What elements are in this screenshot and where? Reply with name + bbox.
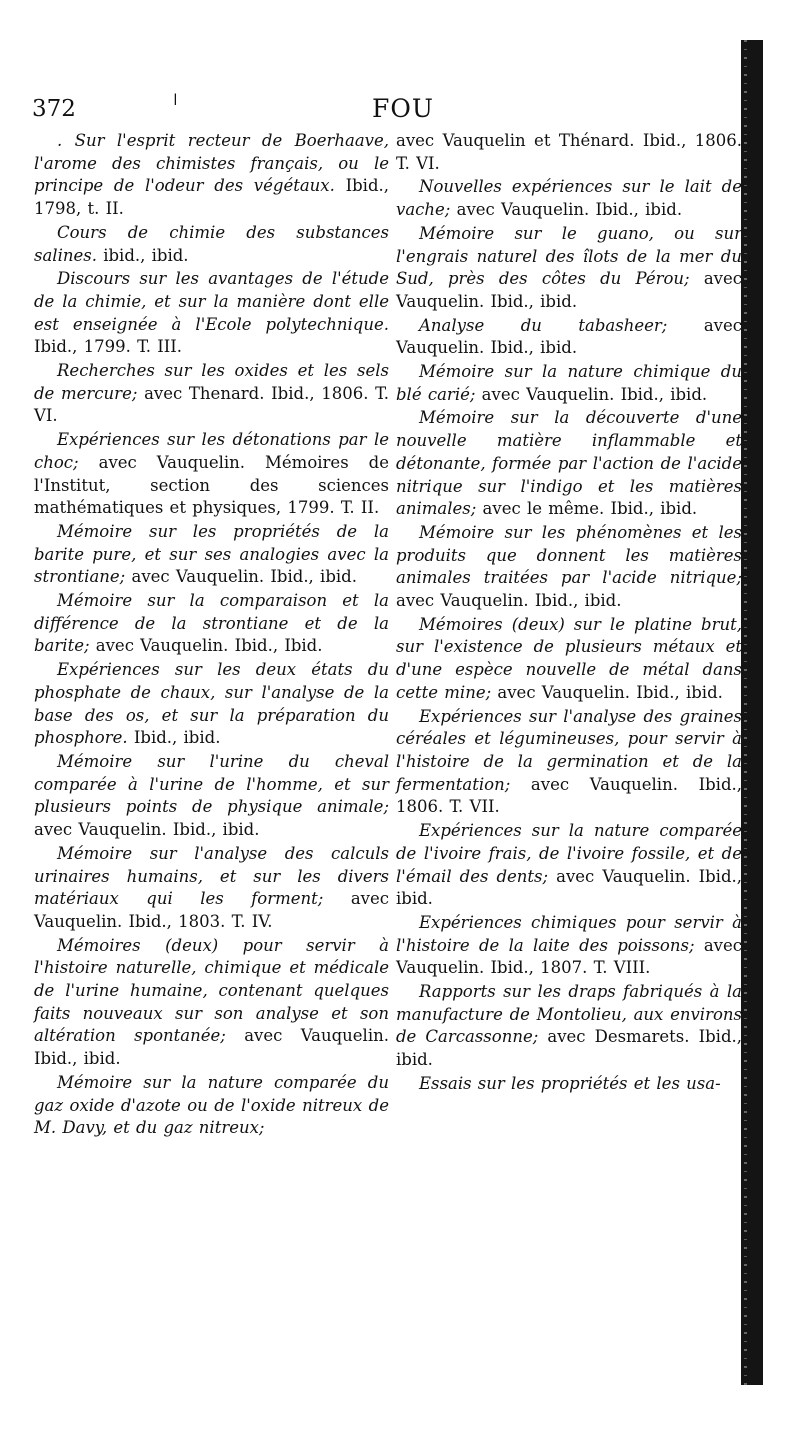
bibliography-entry (396, 176, 742, 221)
right-column (396, 130, 742, 1096)
entry-reference: avec Vauquelin. Ibid., 1807. T. VIII. (396, 935, 742, 978)
bibliography-entry (34, 429, 389, 520)
page-header (0, 90, 740, 130)
entry-reference: avec Vauquelin. Ibid., ibid. (34, 820, 260, 840)
entry-reference: avec Vauquelin. Ibid., ibid. (34, 1026, 389, 1069)
entry-title: Mémoire sur l'analyse des calculs urinaires humains, et sur les divers matériaux qui les forment; (34, 843, 389, 909)
page-edge-binding (741, 40, 763, 1385)
bibliography-entry (34, 521, 389, 589)
bibliography-entry (396, 912, 742, 980)
entry-title: Mémoire sur la nature chimique du blé carié; (396, 362, 742, 404)
entry-reference: avec Vauquelin et Thénard. Ibid., 1806. T. VI. (396, 131, 742, 173)
entry-reference: avec Vauquelin. Ibid., Ibid. (89, 636, 323, 656)
margin-mark: ǀ (173, 90, 178, 109)
bibliography-entry (396, 315, 742, 360)
entry-title: Mémoire sur la découverte d'une nouvelle matière inflammable et détonante, formée par l'action de l'acide nitrique sur l'indigo et les matières animales; (396, 408, 742, 519)
entry-title: Mémoire sur les propriétés de la barite pure, et sur ses analogies avec la strontiane; (34, 521, 389, 587)
entry-title: Expériences sur la nature comparée de l'ivoire frais, de l'ivoire fossile, et de l'émail des dents; (396, 821, 742, 886)
bibliography-entry (396, 522, 742, 613)
entry-reference: avec Vauquelin. Ibid., ibid. (396, 315, 742, 358)
entry-reference: avec Vauquelin. Ibid., ibid. (396, 591, 622, 611)
entry-reference: ibid., ibid. (96, 245, 189, 265)
entry-reference: avec Vauquelin. Ibid., ibid. (396, 866, 742, 909)
entry-title: Discours sur les avantages de l'étude de la chimie, et sur la manière dont elle est enseignée à l'Ecole polytechnique. (34, 269, 389, 334)
bibliography-entry (34, 590, 389, 658)
entry-title: Mémoires (deux) sur le platine brut, sur l'existence de plusieurs métaux et d'une espèce nouvelle de métal dans cette mine; (396, 614, 742, 702)
entry-reference: avec Vauquelin. Ibid., 1806. T. VII. (396, 774, 742, 817)
left-column (34, 130, 389, 1140)
entry-title: Rapports sur les draps fabriqués à la manufacture de Montolieu, aux environs de Carcassonne; (396, 982, 742, 1047)
entry-title: Recherches sur les oxides et les sels de mercure; (34, 361, 389, 403)
entry-reference: avec Vauquelin. Ibid., ibid. (475, 384, 708, 404)
bibliography-entry (396, 820, 742, 911)
entry-reference: avec Vauquelin. Ibid., ibid. (396, 269, 742, 311)
entry-title: . Sur l'esprit recteur de Boerhaave, l'arome des chimistes français, ou le principe de l'odeur des végétaux. (34, 131, 389, 196)
entry-reference: avec Desmarets. Ibid., ibid. (396, 1027, 743, 1070)
entry-title: Expériences sur les détonations par le choc; (34, 430, 389, 472)
bibliography-entry (396, 1073, 742, 1096)
entry-title: Analyse du tabasheer; (419, 315, 668, 335)
bibliography-entry (34, 751, 389, 842)
entry-title: Mémoire sur le guano, ou sur l'engrais naturel des îlots de la mer du Sud, près des côtes du Pérou; (396, 223, 742, 289)
bibliography-entry (396, 361, 742, 406)
bibliography-entry (396, 407, 742, 521)
entry-title: Mémoire sur la comparaison et la différence de la strontiane et de la barite; (34, 591, 389, 656)
entry-title: Expériences sur les deux états du phosphate de chaux, sur l'analyse de la base des os, et sur la préparation du phosphore. (34, 660, 389, 748)
bibliography-entry-continuation (396, 130, 742, 175)
bibliography-entry (34, 360, 389, 428)
entry-title: Expériences chimiques pour servir à l'histoire de la laite des poissons; (396, 912, 742, 955)
entry-title: Mémoires (deux) pour servir à l'histoire naturelle, chimique et médicale de l'urine humaine, contenant quelques faits nouveaux sur son analyse et son altération spontanée; (34, 935, 389, 1046)
entry-reference: Ibid., 1798, t. II. (34, 176, 389, 219)
bibliography-entry (396, 223, 742, 314)
entry-title: Nouvelles expériences sur le lait de vache; (396, 177, 742, 220)
entry-title: Mémoire sur l'urine du cheval comparée à l'urine de l'homme, et sur plusieurs points de physique animale; (34, 751, 389, 817)
entry-title: Mémoire sur la nature comparée du gaz oxide d'azote ou de l'oxide nitreux de M. Davy, et du gaz nitreux; (34, 1072, 389, 1138)
bibliography-entry (34, 1072, 389, 1140)
entry-title: Mémoire sur les phénomènes et les produits que donnent les matières animales traitées par l'acide nitrique; (396, 522, 742, 588)
entry-reference: Ibid., 1799. T. III. (34, 337, 183, 357)
entry-title: Expériences sur l'analyse des graines céréales et légumineuses, pour servir à l'histoire de la germination et de la fermentation; (396, 706, 742, 794)
bibliography-entry (396, 614, 742, 705)
bibliography-entry (34, 130, 389, 221)
entry-title: Essais sur les propriétés et les usa- (419, 1073, 721, 1093)
page-number: 372 (32, 96, 76, 122)
bibliography-entry (34, 659, 389, 750)
running-head: FOU (372, 94, 434, 123)
entry-reference: avec Vauquelin. Mémoires de l'Institut, section des sciences mathématiques et physiques, 1799. T. II. (34, 452, 389, 518)
bibliography-entry (396, 706, 742, 820)
entry-reference: avec Vauquelin. Ibid., ibid. (491, 682, 723, 702)
entry-reference: avec Vauquelin. Ibid., ibid. (125, 567, 357, 587)
bibliography-entry (396, 981, 742, 1072)
entry-reference: Ibid., ibid. (127, 728, 221, 748)
bibliography-entry (34, 268, 389, 359)
bibliography-entry (34, 843, 389, 934)
entry-reference: avec Vauquelin. Ibid., ibid. (450, 200, 683, 220)
entry-reference: avec Vauquelin. Ibid., 1803. T. IV. (34, 889, 389, 931)
entry-reference: avec le même. Ibid., ibid. (476, 499, 698, 519)
bibliography-entry (34, 935, 389, 1071)
entry-title: Cours de chimie des substances salines. (34, 222, 389, 265)
entry-reference: avec Thenard. Ibid., 1806. T. VI. (34, 383, 389, 426)
bibliography-entry (34, 222, 389, 267)
